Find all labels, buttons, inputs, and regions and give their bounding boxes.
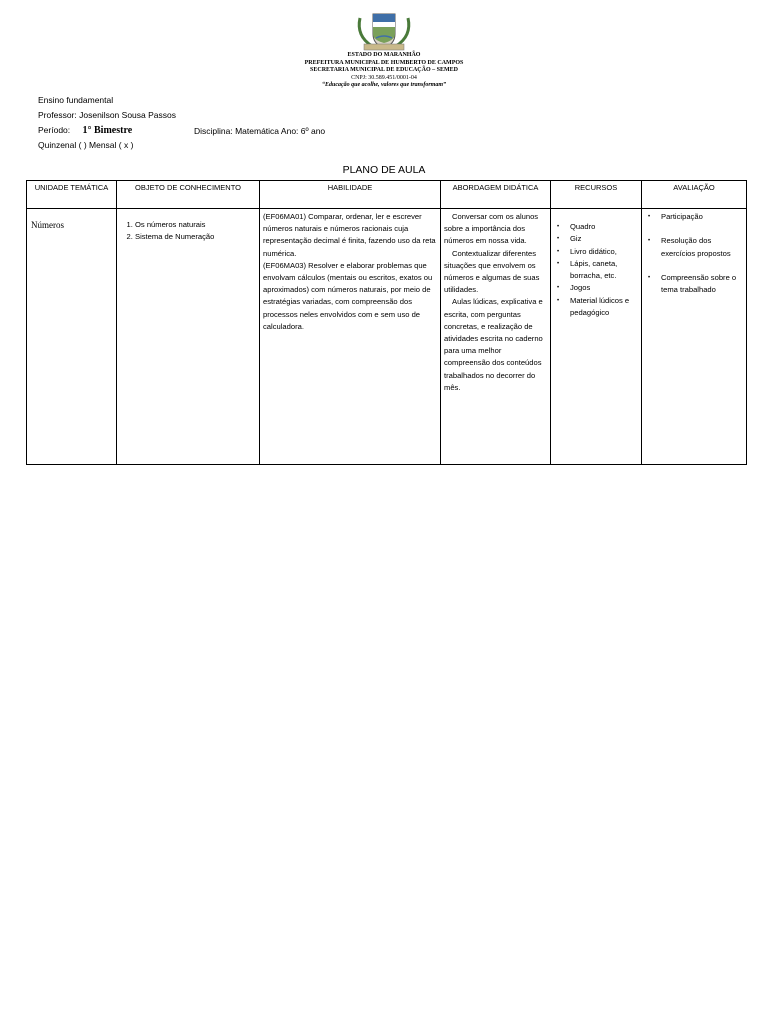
skill-cell [260,209,441,465]
municipal-crest-icon [354,10,414,52]
approach-paragraph: Conversar com os alunos sobre a importância dos números em nossa vida. [444,212,539,246]
evaluation-cell [642,209,747,465]
list-item: • Quadro [570,221,638,233]
state-name: ESTADO DO MARANHÃO [347,52,421,58]
skill-paragraph: (EF06MA01) Comparar, ordenar, ler e escrever números naturais e números racionais cuja representação decimal é finita, fazendo uso da reta numérica. [263,212,436,258]
secretariat-name: SECRETARIA MUNICIPAL DE EDUCAÇÃO – SEMED [310,67,458,73]
list-item: • Jogos [570,282,638,294]
plan-title: PLANO DE AULA [342,164,426,176]
cnpj: CNPJ: 30.589.451/0001-04 [351,74,417,81]
list-item: • Livro didático, [570,246,638,258]
teacher-line [38,110,176,120]
list-item: • Material lúdicos e pedagógico [570,295,638,320]
frequency-line: Quinzenal ( ) Mensal ( x ) [38,140,134,150]
list-item: • Lápis, caneta, borracha, etc. [570,258,638,283]
list-item: 1. Os números naturais [135,219,256,231]
discipline-line: Disciplina: Matemática Ano: 6º ano [194,126,326,136]
header-thematic-unit: UNIDADE TEMÁTICA [27,181,117,209]
skill-paragraph: (EF06MA03) Resolver e elaborar problemas que envolvam cálculos (mentais ou escritos, exatos ou aproximados) com números naturais, por meio de estratégias variadas, com compreensão dos processos neles envolvidos com e sem uso de calculadora. [263,260,433,331]
header-evaluation: AVALIAÇÃO [642,181,747,209]
approach-cell [441,209,551,465]
resources-cell [551,209,642,465]
lesson-plan-table [26,180,747,465]
header-resources: RECURSOS [551,181,642,209]
prefecture-name: PREFEITURA MUNICIPAL DE HUMBERTO DE CAMPOS [304,59,464,66]
list-item: • Resolução dos exercícios propostos [661,235,743,260]
header-approach: ABORDAGEM DIDÁTICA [441,181,551,209]
period-value: 1° Bimestre [82,125,133,136]
period-label: Período: [38,125,71,135]
approach-paragraph: Contextualizar diferentes situações que envolvem os números e algumas de suas utilidades. [444,248,540,295]
motto: “Educação que acolhe, valores que transformam” [322,82,446,88]
table-header-row [27,181,747,209]
header-skill: HABILIDADE [260,181,441,209]
teacher-name: Josenilson Sousa Passos [79,110,176,120]
thematic-unit-cell: Números [27,209,117,465]
approach-paragraph: Aulas lúdicas, explicativa e escrita, com perguntas concretas, e realização de atividades escrita no caderno para uma melhor compreensão dos conteúdos trabalhados no decorrer do mês. [444,297,543,392]
document-header [0,10,768,90]
list-item: • Giz [570,233,638,245]
list-item: • Participação [661,211,743,223]
header-knowledge-object: OBJETO DE CONHECIMENTO [117,181,260,209]
table-row [27,209,747,465]
education-level: Ensino fundamental [38,95,114,105]
list-item: • Compreensão sobre o tema trabalhado [661,272,743,297]
teacher-label: Professor: [38,110,77,120]
list-item: 2. Sistema de Numeração [135,231,256,243]
period-line [38,125,132,136]
knowledge-object-cell [117,209,260,465]
